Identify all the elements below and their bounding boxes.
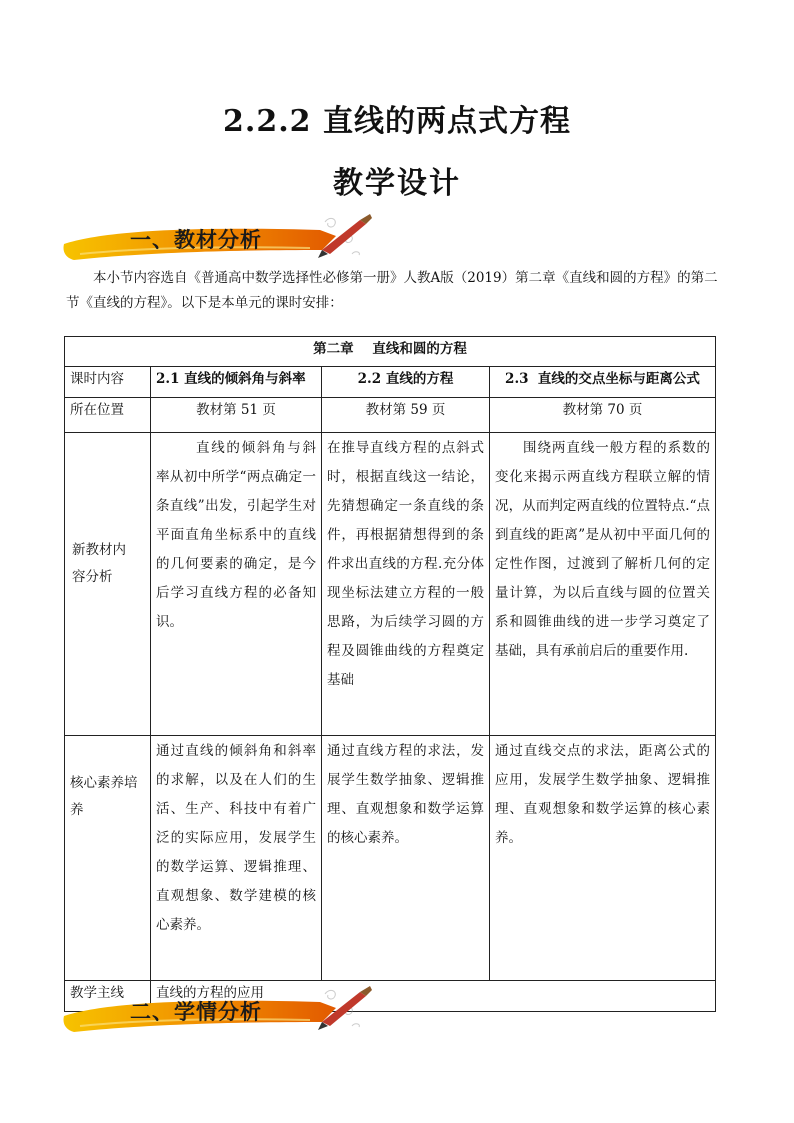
row-label	[65, 736, 151, 981]
section-heading: 二、学情分析	[130, 999, 262, 1024]
analysis-text: 在推导直线方程的点斜式时，根据直线这一结论，先猜想确定一条直线的条件，再根据猜想得到的条件求出直线的方程.充分体现坐标法建立方程的一般思路，为后续学习圆的方程及圆锥曲线的方程奠定基础	[327, 440, 484, 688]
analysis-cell	[151, 433, 322, 736]
section-heading: 一、教材分析	[130, 227, 262, 252]
section-banner-textbook-analysis	[60, 214, 380, 264]
row-label-text: 核心素养培养	[70, 775, 138, 818]
table-row	[65, 398, 716, 433]
intro-paragraph: 本小节内容选自《普通高中数学选择性必修第一册》人教A版（2019）第二章《直线和圆的方程》的第二节《直线的方程》。以下是本单元的课时安排：	[66, 270, 718, 311]
core-cell	[322, 736, 490, 981]
chapter-heading: 第二章 直线和圆的方程	[65, 337, 716, 367]
section-banner-learner-analysis	[60, 986, 380, 1036]
row-label: 课时内容	[65, 367, 151, 398]
analysis-cell	[490, 433, 716, 736]
analysis-cell	[322, 433, 490, 736]
lesson-cell: 2.3 直线的交点坐标与距离公式	[490, 367, 716, 398]
mainline-cell: 直线的方程的应用	[151, 981, 716, 1012]
document-title: 2.2.2 直线的两点式方程	[223, 104, 571, 139]
core-cell	[490, 736, 716, 981]
table-row	[65, 736, 716, 981]
analysis-text: 围绕两直线一般方程的系数的变化来揭示两直线方程联立解的情况，从而判定两直线的位置特点.“点到直线的距离”是从初中平面几何的定性作图，过渡到了解析几何的定量计算，为以后直线与圆的位置关系和圆锥曲线的进一步学习奠定了基础，具有承前启后的重要作用.	[495, 440, 710, 659]
analysis-text: 直线的倾斜角与斜率从初中所学“两点确定一条直线”出发，引起学生对平面直角坐标系中的直线的几何要素的确定，是今后学习直线方程的必备知识。	[156, 440, 316, 630]
row-label: 所在位置	[65, 398, 151, 433]
lesson-cell: 2.1 直线的倾斜角与斜率	[151, 367, 322, 398]
core-text: 通过直线的倾斜角和斜率的求解，以及在人们的生活、生产、科技中有着广泛的实际应用，发展学生的数学运算、逻辑推理、直观想象、数学建模的核心素养。	[156, 743, 316, 933]
row-label	[65, 433, 151, 736]
position-cell: 教材第 51 页	[151, 398, 322, 433]
position-cell: 教材第 59 页	[322, 398, 490, 433]
row-label-text: 新教材内容分析	[72, 542, 126, 585]
core-text: 通过直线方程的求法，发展学生数学抽象、逻辑推理、直观想象和数学运算的核心素养。	[327, 743, 484, 846]
document-subtitle: 教学设计	[333, 166, 461, 201]
row-label: 教学主线	[65, 981, 151, 1012]
lesson-cell: 2.2 直线的方程	[322, 367, 490, 398]
lesson-schedule-table	[64, 336, 716, 1012]
table-row	[65, 367, 716, 398]
core-cell	[151, 736, 322, 981]
position-cell: 教材第 70 页	[490, 398, 716, 433]
table-row	[65, 337, 716, 367]
table-row	[65, 433, 716, 736]
core-text: 通过直线交点的求法，距离公式的应用，发展学生数学抽象、逻辑推理、直观想象和数学运算的核心素养。	[495, 743, 710, 846]
